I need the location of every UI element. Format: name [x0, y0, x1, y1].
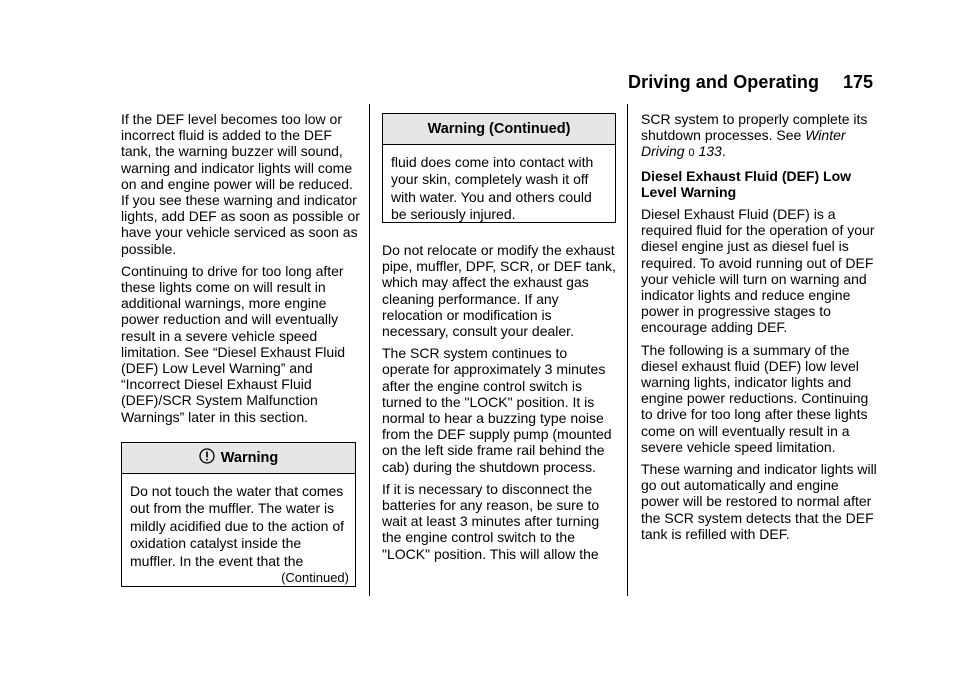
scr-continues-paragraph: The SCR system continues to operate for approximately 3 minutes after the engine control switch is turned to the "LOCK" position. It is normal to hear a buzzing type noise from the DEF supply pump (mounted on the left side frame rail behind the cab) during the shutdown process. — [382, 345, 612, 475]
winter-driving-link[interactable]: Winter Driving — [641, 127, 846, 160]
column-right — [641, 111, 879, 548]
warning-box — [121, 442, 356, 587]
disconnect-batteries-paragraph: If it is necessary to disconnect the batteries for any reason, be sure to wait at least 3 minutes after turning the engine control switch to the "LOCK" position. This will allow the — [382, 480, 600, 562]
page-ref-arrow-icon: 0 — [688, 147, 695, 160]
continue-driving-paragraph: Continuing to drive for too long after these lights come on will result in additional warnings, more engine power reduction and will eventually result in a severe vehicle speed limitation. See “Diesel Exhaust Fluid (DEF) Low Level Warning” and “Incorrect Diesel Exhaust Fluid (DEF)/SCR System Malfunction Warnings” later in this section. — [121, 262, 346, 425]
column-divider-left — [369, 104, 370, 596]
column-middle — [382, 242, 618, 568]
page-number: 175 — [843, 72, 874, 92]
column-divider-right — [627, 104, 628, 596]
warning-body: Do not touch the water that comes out from the muffler. The water is mildly acidified due to the action of oxidation catalyst inside the muffler. In the event that the — [130, 483, 345, 569]
warning-continued-body: fluid does come into contact with your skin, completely wash it off with water. You and others could be seriously injured. — [391, 154, 594, 223]
relocate-paragraph: Do not relocate or modify the exhaust pipe, muffler, DPF, SCR, or DEF tank, which may affect the exhaust gas cleaning performance. If any relocation or modification is necessary, consult your dealer. — [382, 242, 616, 340]
section-title: Driving and Operating — [628, 72, 820, 92]
scr-shutdown-paragraph: SCR system to properly complete its shutdown processes. See Winter Driving 0 133. — [641, 111, 868, 160]
warning-triangle-icon — [199, 448, 215, 468]
warning-continued-title-bar — [383, 114, 615, 145]
warning-continued-title: Warning (Continued) — [427, 121, 571, 137]
column-left — [121, 111, 361, 431]
summary-paragraph: The following is a summary of the diesel exhaust fluid (DEF) low level warning lights, indicator lights and engine power reductions. Continuing to drive for too long after these lights come on will eventually result in a severe vehicle speed limitation. — [641, 341, 869, 455]
def-level-paragraph: If the DEF level becomes too low or incorrect fluid is added to the DEF tank, the warning buzzer will sound, warning and indicator lights will come on and engine power will be reduced. If you see these warning and indicator lights, add DEF as soon as possible or have your vehicle serviced as soon as possible. — [121, 111, 360, 257]
warning-continued-box — [382, 113, 616, 223]
def-low-level-heading: Diesel Exhaust Fluid (DEF) Low Level Warning — [641, 167, 852, 200]
warning-title: Warning — [220, 450, 279, 466]
def-required-paragraph: Diesel Exhaust Fluid (DEF) is a required fluid for the operation of your diesel engine just as diesel fuel is required. To avoid running out of DEF your vehicle will turn on warning and indicator lights and reduce engine power in progressive stages to encourage adding DEF. — [641, 206, 875, 336]
lights-go-out-paragraph: These warning and indicator lights will go out automatically and engine power will be restored to normal after the SCR system detects that the DEF tank is refilled with DEF. — [641, 461, 877, 542]
warning-title-bar — [122, 443, 355, 474]
page-ref-number[interactable]: 133 — [698, 143, 722, 160]
warning-continued-label: (Continued) — [281, 570, 349, 586]
